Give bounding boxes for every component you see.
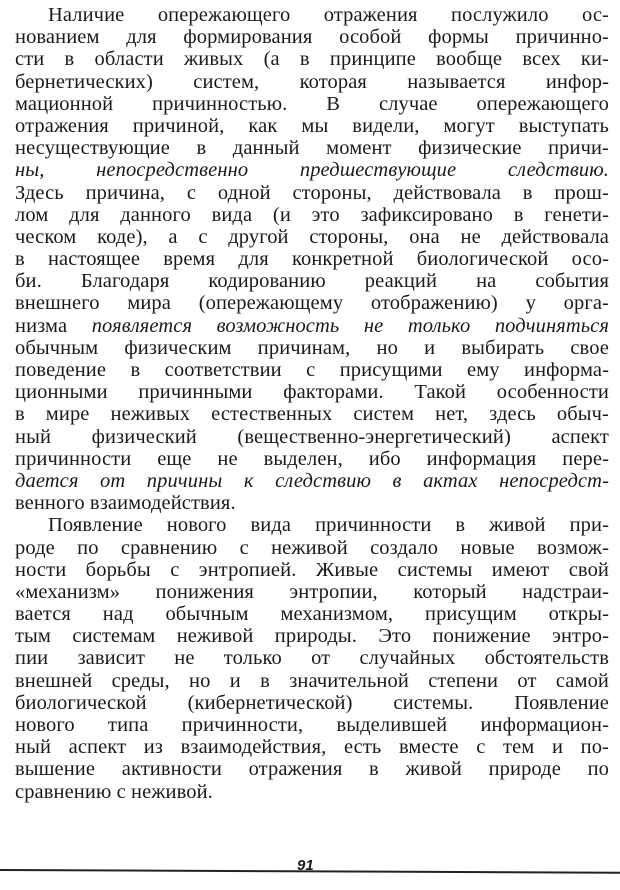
text-line: венного взаимодействия. bbox=[15, 492, 236, 515]
text-line: Наличие опережающего отражения послужило ос- bbox=[48, 4, 609, 26]
text-line: би. Благодаря кодированию реакций на события bbox=[15, 270, 609, 293]
text-line: вышение активности отражения в живой природе по bbox=[15, 758, 609, 781]
page-number: 91 bbox=[297, 858, 314, 870]
text-line: Здесь причина, с одной стороны, действовала в прош- bbox=[15, 181, 609, 204]
text-line: нового типа причинности, выделившей информацион- bbox=[15, 714, 609, 736]
text-line: ности борьбы с энтропией. Живые системы имеют свой bbox=[15, 558, 609, 581]
text-line: в настоящее время для конкретной биологической осо- bbox=[15, 248, 609, 271]
text-line: роде по сравнению с неживой создало новые возмож- bbox=[15, 536, 609, 559]
text-line: в мире неживых естественных систем нет, здесь обыч- bbox=[15, 403, 609, 426]
text-line: сравнению с неживой. bbox=[15, 780, 213, 803]
text-line: бернетических) систем, которая называется инфор- bbox=[15, 70, 609, 93]
text-line: Появление нового вида причинности в живой при- bbox=[48, 514, 609, 537]
text-line: биологической (кибернетической) системы. Появление bbox=[15, 691, 609, 714]
text-line: вается над обычным механизмом, присущим откры- bbox=[15, 603, 609, 626]
text-span-italic: появляется возможность не только подчиняться bbox=[91, 314, 610, 337]
text-line-mixed bbox=[15, 315, 609, 337]
text-line: ный аспект из взаимодействия, есть вместе с тем и по- bbox=[15, 736, 609, 759]
text-line: пии зависит не только от случайных обстоятельств bbox=[15, 647, 609, 670]
document-page bbox=[15, 4, 609, 803]
text-line: ческом коде), а с другой стороны, она не действовала bbox=[15, 225, 609, 248]
paragraph-2 bbox=[15, 514, 609, 802]
text-line: сти в области живых (а в принципе вообще всех ки- bbox=[15, 48, 609, 71]
text-line: поведение в соответствии с присущими ему информа- bbox=[15, 359, 609, 381]
text-line-italic: ны, непосредственно предшествующие следствию. bbox=[15, 159, 609, 182]
text-line: внешней среды, но и в значительной степени от самой bbox=[15, 669, 609, 692]
text-line: «механизм» понижения энтропии, который надстраи- bbox=[15, 580, 609, 603]
text-line-italic: дается от причины к следствию в актах непосредст- bbox=[15, 469, 609, 492]
text-line: ционными причинными факторами. Такой особенности bbox=[15, 381, 609, 404]
text-line: отражения причиной, как мы видели, могут выступать bbox=[15, 114, 609, 137]
text-line: несуществующие в данный момент физические причи- bbox=[15, 137, 609, 160]
text-line: ный физический (вещественно-энергетический) аспект bbox=[15, 425, 609, 448]
text-line: обычным физическим причинам, но и выбирать свое bbox=[15, 336, 609, 359]
text-span: низма bbox=[15, 314, 92, 337]
text-line: мационной причинностью. В случае опережающего bbox=[15, 92, 609, 115]
text-line: лом для данного вида (и это зафиксировано в генети- bbox=[15, 203, 609, 226]
paragraph-1 bbox=[15, 4, 609, 514]
text-line: причинности еще не выделен, ибо информация пере- bbox=[15, 447, 609, 470]
text-line: внешнего мира (опережающему отображению) у орга- bbox=[15, 292, 609, 315]
text-line: тым системам неживой природы. Это понижение энтро- bbox=[15, 625, 609, 648]
text-line: нованием для формирования особой формы причинно- bbox=[15, 26, 609, 49]
